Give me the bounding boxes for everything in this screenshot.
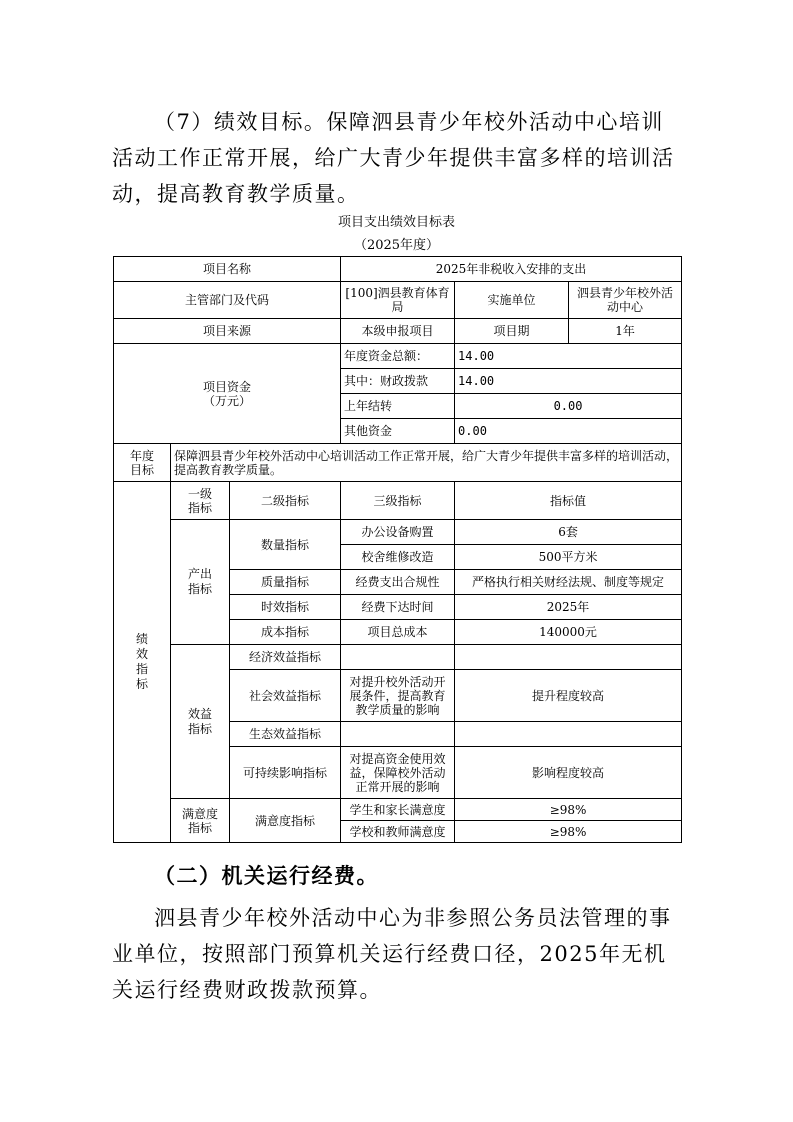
funds-carryover-label: 上年结转	[341, 394, 455, 419]
funds-other-label: 其他资金	[341, 419, 455, 444]
q1-name: 办公设备购置	[341, 520, 455, 545]
hdr-level2: 二级指标	[230, 482, 341, 520]
social-value: 提升程度较高	[455, 670, 682, 722]
hdr-value: 指标值	[455, 482, 682, 520]
satisfaction-level2-label: 满意度指标	[230, 799, 341, 843]
project-name-label: 项目名称	[114, 257, 341, 282]
dept-label: 主管部门及代码	[114, 282, 341, 319]
s1-value: ≥98%	[455, 799, 682, 821]
economic-name	[341, 645, 455, 670]
hdr-level1: 一级 指标	[171, 482, 230, 520]
sustain-name: 对提高资金使用效益，保障校外活动正常开展的影响	[341, 747, 455, 799]
impl-label: 实施单位	[455, 282, 569, 319]
period-value: 1年	[569, 319, 682, 344]
q1-value: 6套	[455, 520, 682, 545]
annual-goal-text: 保障泗县青少年校外活动中心培训活动工作正常开展，给广大青少年提供丰富多样的培训活动，提高教育教学质量。	[171, 444, 682, 482]
cost-name: 项目总成本	[341, 620, 455, 645]
eco-indicator-label: 生态效益指标	[230, 722, 341, 747]
economic-indicator-label: 经济效益指标	[230, 645, 341, 670]
performance-goal-paragraph: （7）绩效目标。保障泗县青少年校外活动中心培训活动工作正常开展，给广大青少年提供丰富多样的培训活动，提高教育教学质量。	[112, 110, 675, 206]
funds-fiscal-label: 其中：财政拨款	[341, 369, 455, 394]
eco-name	[341, 722, 455, 747]
timeliness-name: 经费下达时间	[341, 595, 455, 620]
funds-label: 项目资金 （万元）	[114, 344, 341, 444]
quality-name: 经费支出合规性	[341, 570, 455, 595]
section-paragraph: 泗县青少年校外活动中心为非参照公务员法管理的事业单位，按照部门预算机关运行经费口径，2025年无机关运行经费财政拨款预算。	[112, 906, 672, 1002]
sustain-value: 影响程度较高	[455, 747, 682, 799]
cost-value: 140000元	[455, 620, 682, 645]
funds-carryover-value: 0.00	[455, 394, 682, 419]
economic-value	[455, 645, 682, 670]
performance-goal-table	[113, 256, 682, 843]
social-indicator-label: 社会效益指标	[230, 670, 341, 722]
output-indicator-label: 产出指标	[171, 520, 230, 645]
quality-value: 严格执行相关财经法规、制度等规定	[455, 570, 682, 595]
q2-value: 500平方米	[455, 545, 682, 570]
impl-value: 泗县青少年校外活动中心	[569, 282, 682, 319]
timeliness-value: 2025年	[455, 595, 682, 620]
project-name-value: 2025年非税收入安排的支出	[341, 257, 682, 282]
funds-other-value: 0.00	[455, 419, 682, 444]
source-label: 项目来源	[114, 319, 341, 344]
cost-indicator-label: 成本指标	[230, 620, 341, 645]
s2-name: 学校和教师满意度	[341, 821, 455, 843]
hdr-level3: 三级指标	[341, 482, 455, 520]
period-label: 项目期	[455, 319, 569, 344]
quality-indicator-label: 质量指标	[230, 570, 341, 595]
table-year: （2025年度）	[353, 238, 440, 253]
funds-total-value: 14.00	[455, 344, 682, 369]
timeliness-indicator-label: 时效指标	[230, 595, 341, 620]
dept-value: [100]泗县教育体育局	[341, 282, 455, 319]
satisfaction-level1-label: 满意度 指标	[171, 799, 230, 843]
table-title: 项目支出绩效目标表	[337, 215, 455, 230]
eco-value	[455, 722, 682, 747]
funds-total-label: 年度资金总额：	[341, 344, 455, 369]
sustain-indicator-label: 可持续影响指标	[230, 747, 341, 799]
s1-name: 学生和家长满意度	[341, 799, 455, 821]
s2-value: ≥98%	[455, 821, 682, 843]
benefit-indicator-label: 效益指标	[171, 645, 230, 799]
quantity-indicator-label: 数量指标	[230, 520, 341, 570]
source-value: 本级申报项目	[341, 319, 455, 344]
section-heading: （二）机关运行经费。	[154, 863, 379, 888]
perf-indicator-label: 绩效指标	[114, 482, 171, 843]
social-name: 对提升校外活动开展条件，提高教育教学质量的影响	[341, 670, 455, 722]
q2-name: 校舍维修改造	[341, 545, 455, 570]
annual-goal-label: 年度 目标	[114, 444, 171, 482]
funds-fiscal-value: 14.00	[455, 369, 682, 394]
